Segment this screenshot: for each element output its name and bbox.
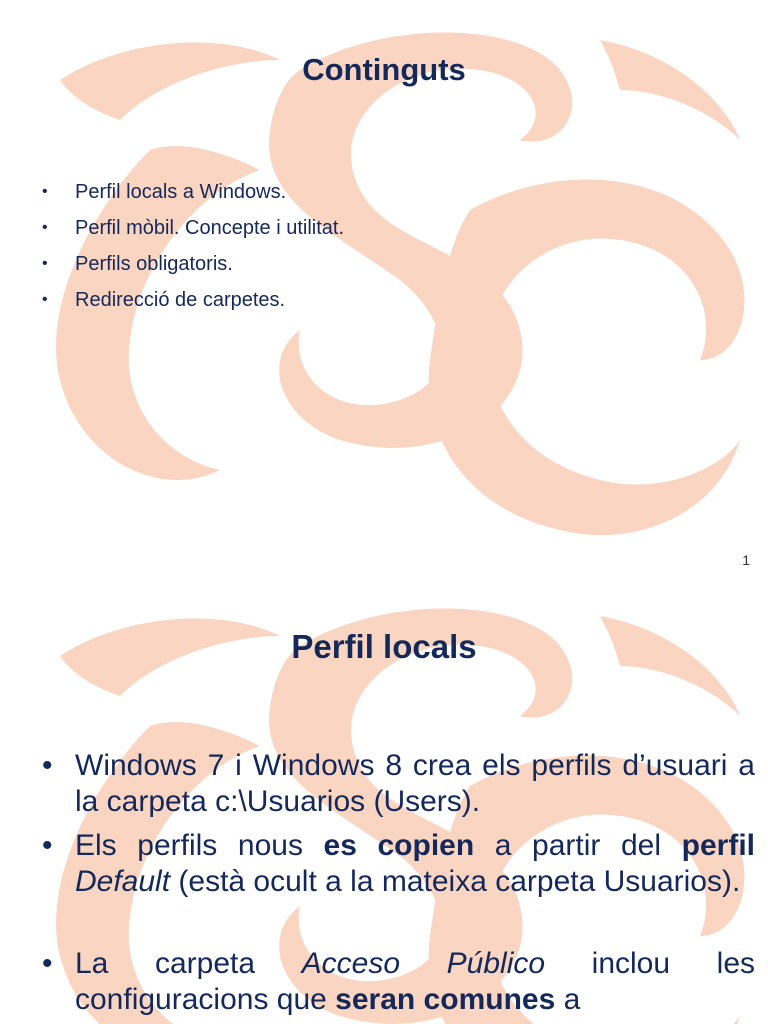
bullet-icon: •	[42, 255, 48, 272]
bullet-icon: •	[42, 183, 48, 200]
paragraph-public-folder: • La carpeta Acceso Público inclou les configuracions que seran comunes a	[42, 947, 756, 1016]
contents-list	[42, 174, 742, 318]
list-item: • Redirecció de carpetes.	[42, 282, 742, 318]
bullet-icon: •	[42, 219, 48, 236]
list-item: • Perfil mòbil. Concepte i utilitat.	[42, 210, 742, 246]
bullet-icon: •	[42, 291, 48, 308]
list-item: • Perfils obligatoris.	[42, 246, 742, 282]
bullet-icon: •	[42, 829, 53, 862]
slide-title: Perfil locals	[291, 628, 477, 665]
slide-2	[0, 576, 768, 1024]
slide-title: Continguts	[302, 52, 466, 87]
paragraph-windows-profiles: • Windows 7 i Windows 8 crea els perfils d’usuari a la carpeta c:\Usuarios (Users).	[42, 749, 755, 818]
paragraph-new-profiles: • Els perfils nous es copien a partir del perfil Default (està ocult a la mateixa carpeta Usuarios).	[42, 829, 755, 898]
bullet-icon: •	[42, 947, 53, 980]
list-item: • Perfil locals a Windows.	[42, 174, 742, 210]
page-number: 1	[742, 552, 750, 568]
bullet-icon: •	[42, 749, 53, 782]
